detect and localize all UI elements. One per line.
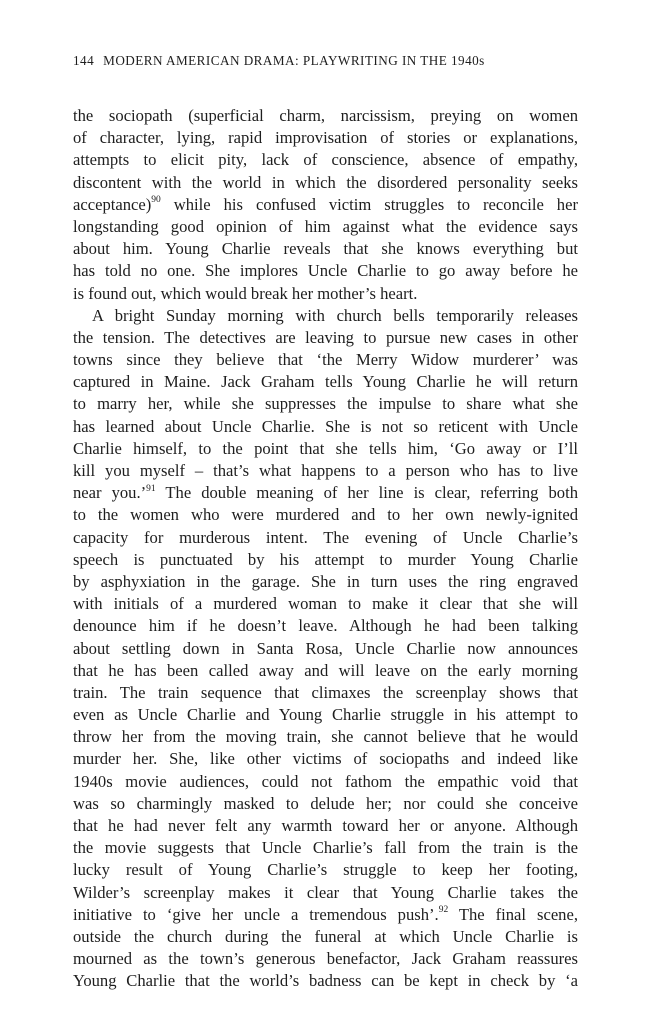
line-text: with initials of a murdered woman to make it clear that she will — [73, 594, 578, 614]
text-line — [73, 305, 578, 327]
running-head — [73, 53, 485, 69]
line-text: that he has been called away and will leave on the early morning — [73, 660, 578, 680]
line-text: the movie suggests that Uncle Charlie’s fall from the train is the — [73, 838, 578, 858]
line-text: 1940s movie audiences, could not fathom the empathic void that — [73, 771, 578, 791]
footnote-ref: 92 — [438, 905, 449, 916]
line-text: to marry her, while she suppresses the impulse to share what she — [73, 394, 578, 414]
text-line — [73, 970, 578, 992]
line-text: about him. Young Charlie reveals that she knows everything but — [73, 239, 578, 259]
body-text — [73, 105, 578, 993]
line-text: kill you myself – that’s what happens to a person who has to live — [73, 461, 578, 480]
text-line — [73, 859, 578, 881]
text-line — [73, 238, 578, 260]
text-line — [73, 793, 578, 815]
running-head-title: MODERN AMERICAN DRAMA: PLAYWRITING IN THE 1940s — [103, 53, 485, 68]
text-line — [73, 371, 578, 393]
text-line — [73, 438, 578, 460]
text-line — [73, 172, 578, 194]
footnote-ref: 91 — [146, 483, 156, 494]
text-line — [73, 549, 578, 571]
line-text: mourned as the town’s generous benefactor, Jack Graham reassures — [73, 949, 578, 969]
line-text: denounce him if he doesn’t leave. Although he had been talking — [73, 616, 578, 636]
text-line — [73, 926, 578, 948]
line-text: was so charmingly masked to delude her; nor could she conceive — [73, 793, 578, 813]
text-line — [73, 504, 578, 526]
text-line — [73, 837, 578, 859]
text-line — [73, 127, 578, 149]
text-line — [73, 704, 578, 726]
line-text: lucky result of Young Charlie’s struggle to keep her footing, — [73, 860, 578, 880]
text-line — [73, 682, 578, 704]
line-text: about settling down in Santa Rosa, Uncle Charlie now announces — [73, 638, 578, 658]
text-line — [73, 771, 578, 793]
line-text: Charlie himself, to the point that she tells him, ‘Go away or I’ll — [73, 438, 578, 458]
line-text: acceptance) — [73, 194, 152, 214]
line-text: towns since they believe that ‘the Merry Widow murderer’ was — [73, 350, 578, 370]
text-line — [73, 726, 578, 748]
line-text: A bright Sunday morning with church bells temporarily releases — [92, 305, 578, 325]
line-text: attempts to elicit pity, lack of conscience, absence of empathy, — [73, 150, 578, 170]
text-line — [73, 460, 578, 482]
text-line — [73, 904, 578, 926]
text-line — [73, 748, 578, 770]
text-line — [73, 638, 578, 660]
text-line — [73, 105, 578, 127]
line-text: is found out, which would break her mother’s heart. — [73, 283, 418, 303]
line-text-continued: The final scene, — [448, 904, 578, 924]
text-line — [73, 283, 578, 305]
line-text: that he had never felt any warmth toward her or anyone. Although — [73, 816, 578, 835]
line-text: Wilder’s screenplay makes it clear that Young Charlie takes the — [73, 882, 578, 902]
text-line — [73, 593, 578, 615]
line-text: initiative to ‘give her uncle a tremendous push’. — [73, 904, 439, 924]
line-text: has told no one. She implores Uncle Charlie to go away before he — [73, 261, 578, 281]
text-line — [73, 260, 578, 282]
line-text: outside the church during the funeral at which Uncle Charlie is — [73, 926, 578, 946]
text-line — [73, 527, 578, 549]
line-text: speech is punctuated by his attempt to murder Young Charlie — [73, 549, 578, 569]
line-text: to the women who were murdered and to her own newly-ignited — [73, 505, 578, 525]
line-text: near you.’ — [73, 483, 147, 503]
line-text: captured in Maine. Jack Graham tells Young Charlie he will return — [73, 372, 578, 392]
text-line — [73, 948, 578, 970]
line-text: the tension. The detectives are leaving to pursue new cases in other — [73, 327, 578, 347]
text-line — [73, 349, 578, 371]
line-text-continued: The double meaning of her line is clear, referring both — [155, 483, 578, 503]
text-line — [73, 194, 578, 216]
line-text: discontent with the world in which the disordered personality seeks — [73, 172, 578, 192]
line-text: train. The train sequence that climaxes the screenplay shows that — [73, 682, 578, 702]
text-line — [73, 660, 578, 682]
line-text: has learned about Uncle Charlie. She is not so reticent with Uncle — [73, 416, 578, 436]
text-line — [73, 393, 578, 415]
line-text: even as Uncle Charlie and Young Charlie struggle in his attempt to — [73, 705, 578, 725]
text-line — [73, 815, 578, 837]
line-text: capacity for murderous intent. The evening of Uncle Charlie’s — [73, 527, 578, 547]
line-text: murder her. She, like other victims of sociopaths and indeed like — [73, 749, 578, 769]
line-text: Young Charlie that the world’s badness can be kept in check by ‘a — [73, 971, 578, 991]
text-line — [73, 882, 578, 904]
line-text: the sociopath (superficial charm, narcissism, preying on women — [73, 106, 578, 125]
footnote-ref: 90 — [151, 195, 161, 206]
line-text: longstanding good opinion of him against what the evidence says — [73, 216, 578, 236]
page-number: 144 — [73, 53, 95, 68]
text-line — [73, 416, 578, 438]
text-line — [73, 327, 578, 349]
text-line — [73, 216, 578, 238]
line-text: of character, lying, rapid improvisation of stories or explanations, — [73, 128, 578, 148]
text-line — [73, 571, 578, 593]
line-text: throw her from the moving train, she cannot believe that he would — [73, 727, 578, 747]
text-line — [73, 149, 578, 171]
text-line — [73, 615, 578, 637]
line-text-continued: while his confused victim struggles to reconcile her — [160, 194, 578, 214]
text-line — [73, 482, 578, 504]
line-text: by asphyxiation in the garage. She in turn uses the ring engraved — [73, 571, 578, 591]
